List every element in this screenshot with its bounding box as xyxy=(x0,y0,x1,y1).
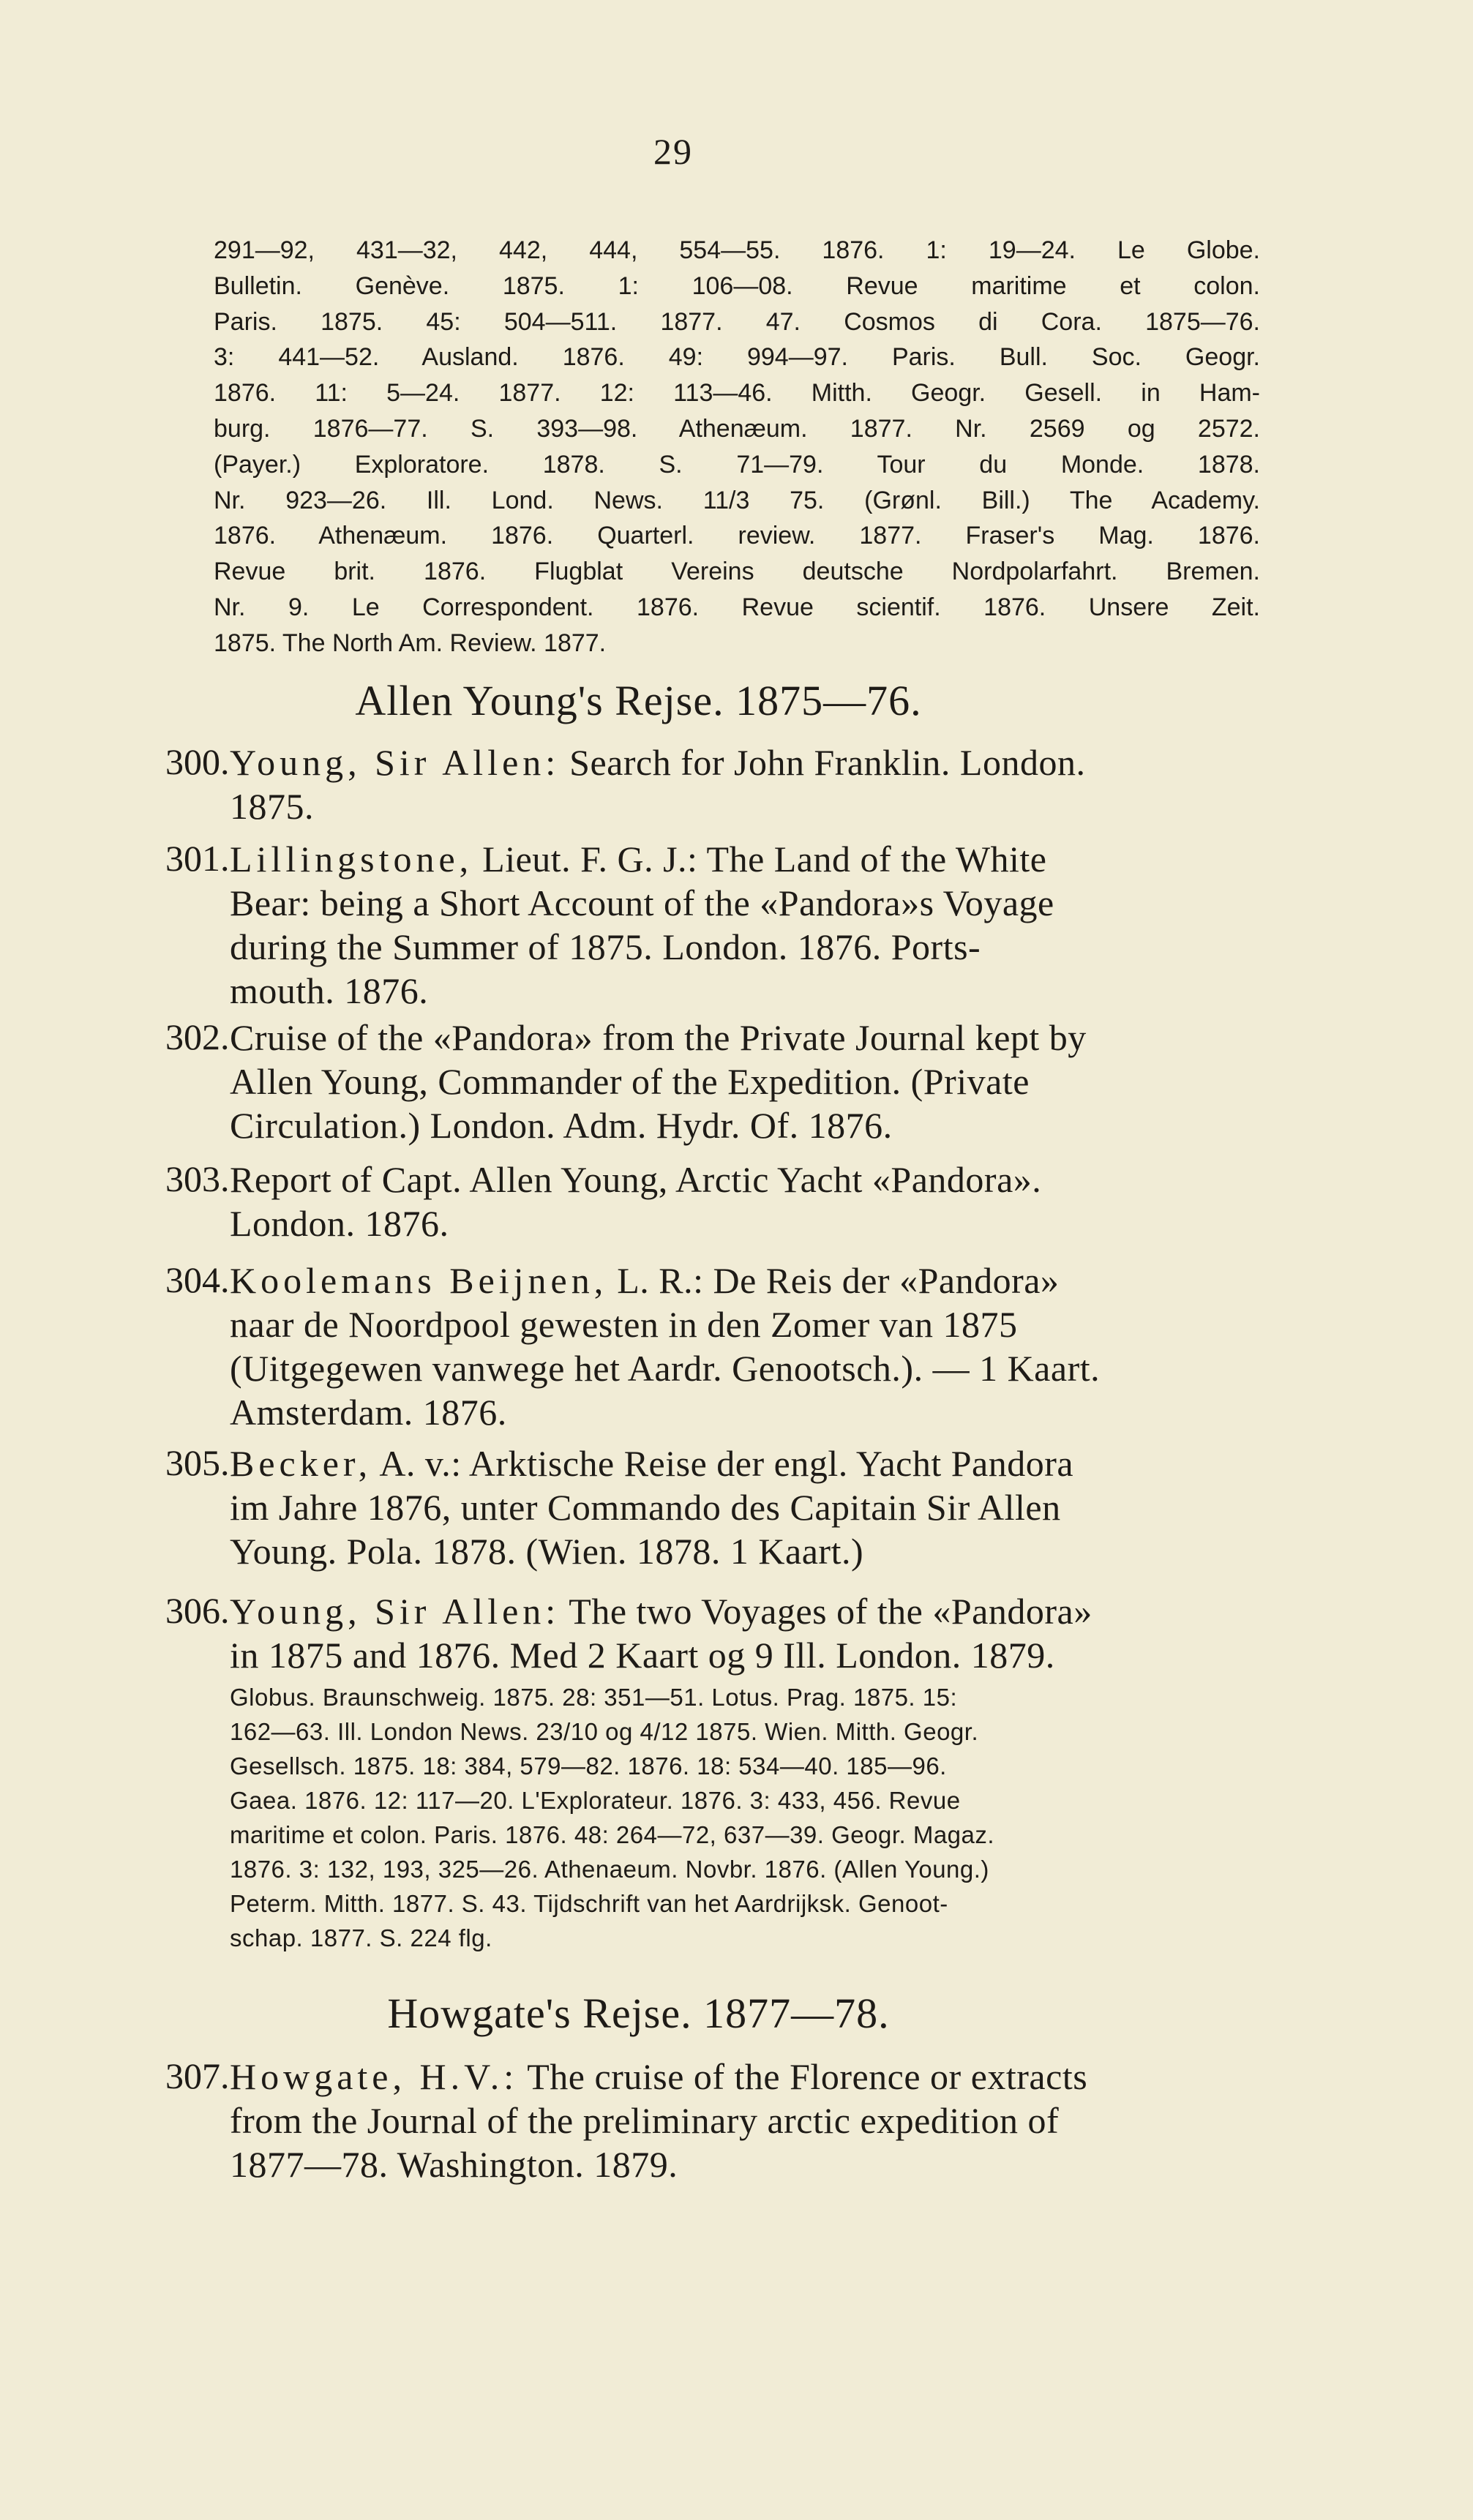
text-line: in 1875 and 1876. Med 2 Kaart og 9 Ill. London. 1879. xyxy=(230,1635,1055,1676)
entry-number: 303. xyxy=(165,1158,230,1199)
text-line: The cruise of the Florence or extracts xyxy=(527,2056,1088,2097)
note-line: 1876. 3: 132, 193, 325—26. Athenaeum. Novbr. 1876. (Allen Young.) xyxy=(230,1856,989,1883)
entry-author: Becker, xyxy=(230,1443,372,1484)
note-line: Gaea. 1876. 12: 117—20. L'Explorateur. 1876. 3: 433, 456. Revue xyxy=(230,1787,961,1814)
note-line: 162—63. Ill. London News. 23/10 og 4/12 1875. Wien. Mitth. Geogr. xyxy=(230,1718,979,1745)
text-line: Lieut. F. G. J.: The Land of the White xyxy=(482,839,1047,880)
page-number: 29 xyxy=(653,131,693,172)
text-line: burg. 1876—77. S. 393—98. Athenæum. 1877. Nr. 2569 og 2572. xyxy=(214,414,1260,443)
section-heading-young: Allen Young's Rejse. 1875—76. xyxy=(355,677,922,724)
text-line: Report of Capt. Allen Young, Arctic Yacht «Pandora». xyxy=(230,1159,1042,1200)
entry-author: Young, Sir Allen: xyxy=(230,742,561,783)
text-line: 291—92, 431—32, 442, 444, 554—55. 1876. 1: 19—24. Le Globe. xyxy=(214,236,1260,264)
text-line: Circulation.) London. Adm. Hydr. Of. 1876. xyxy=(230,1105,893,1146)
text-line: 1876. Athenæum. 1876. Quarterl. review. 1877. Fraser's Mag. 1876. xyxy=(214,522,1260,550)
entry-number: 307. xyxy=(165,2055,230,2096)
text-line: im Jahre 1876, unter Commando des Capitain Sir Allen xyxy=(230,1487,1061,1528)
entry-author: Howgate, H.V.: xyxy=(230,2056,519,2097)
text-line: London. 1876. xyxy=(230,1203,449,1244)
text-line: Paris. 1875. 45: 504—511. 1877. 47. Cosmos di Cora. 1875—76. xyxy=(214,307,1260,336)
text-line: Revue brit. 1876. Flugblat Vereins deutsche Nordpolarfahrt. Bremen. xyxy=(214,558,1260,586)
section-heading-howgate: Howgate's Rejse. 1877—78. xyxy=(387,1990,890,2037)
text-line: mouth. 1876. xyxy=(230,970,429,1011)
intro-references-block xyxy=(214,233,1260,661)
text-line: 3: 441—52. Ausland. 1876. 49: 994—97. Paris. Bull. Soc. Geogr. xyxy=(214,343,1260,372)
entry-number: 302. xyxy=(165,1016,230,1057)
entry-author: Lillingstone, xyxy=(230,839,473,880)
note-line: Peterm. Mitth. 1877. S. 43. Tijdschrift van het Aardrijksk. Genoot- xyxy=(230,1890,948,1917)
text-line: L. R.: De Reis der «Pandora» xyxy=(617,1260,1060,1301)
text-line: 1876. 11: 5—24. 1877. 12: 113—46. Mitth. Geogr. Gesell. in Ham- xyxy=(214,379,1260,408)
text-line: during the Summer of 1875. London. 1876. Ports- xyxy=(230,926,981,967)
text-line: Nr. 923—26. Ill. Lond. News. 11/3 75. (Grønl. Bill.) The Academy. xyxy=(214,486,1260,514)
text-line: Allen Young, Commander of the Expedition. (Private xyxy=(230,1061,1030,1102)
text-line: A. v.: Arktische Reise der engl. Yacht Pandora xyxy=(379,1443,1074,1484)
text-line: Bulletin. Genève. 1875. 1: 106—08. Revue maritime et colon. xyxy=(214,271,1260,300)
entry-number: 304. xyxy=(165,1259,230,1300)
text-line: Search for John Franklin. London. xyxy=(569,742,1086,783)
note-line: Globus. Braunschweig. 1875. 28: 351—51. Lotus. Prag. 1875. 15: xyxy=(230,1684,958,1711)
text-line: The two Voyages of the «Pandora» xyxy=(569,1591,1092,1632)
text-line: (Payer.) Exploratore. 1878. S. 71—79. Tour du Monde. 1878. xyxy=(214,450,1260,479)
text-line: Nr. 9. Le Correspondent. 1876. Revue scientif. 1876. Unsere Zeit. xyxy=(214,593,1260,621)
note-line: maritime et colon. Paris. 1876. 48: 264—72, 637—39. Geogr. Magaz. xyxy=(230,1821,995,1848)
entry-number: 300. xyxy=(165,741,230,782)
text-line: 1875. xyxy=(230,786,314,827)
entry-notes xyxy=(230,1680,1262,1955)
text-line: Young. Pola. 1878. (Wien. 1878. 1 Kaart.) xyxy=(230,1531,864,1572)
entry-number: 306. xyxy=(165,1590,230,1631)
note-line: Gesellsch. 1875. 18: 384, 579—82. 1876. 18: 534—40. 185—96. xyxy=(230,1752,947,1780)
text-line: Amsterdam. 1876. xyxy=(230,1392,507,1433)
entry-author: Koolemans Beijnen, xyxy=(230,1260,608,1301)
text-line: (Uitgegewen vanwege het Aardr. Genootsch.). — 1 Kaart. xyxy=(230,1348,1101,1389)
text-line: Cruise of the «Pandora» from the Private Journal kept by xyxy=(230,1017,1087,1058)
entry-number: 305. xyxy=(165,1442,230,1483)
text-line: from the Journal of the preliminary arctic expedition of xyxy=(230,2100,1060,2141)
text-line: Bear: being a Short Account of the «Pandora»s Voyage xyxy=(230,882,1054,923)
entry-number: 301. xyxy=(165,838,230,879)
text-line: 1875. The North Am. Review. 1877. xyxy=(214,629,607,657)
text-line: 1877—78. Washington. 1879. xyxy=(230,2144,678,2185)
entry-author: Young, Sir Allen: xyxy=(230,1591,561,1632)
note-line: schap. 1877. S. 224 flg. xyxy=(230,1924,492,1951)
text-line: naar de Noordpool gewesten in den Zomer van 1875 xyxy=(230,1304,1018,1345)
